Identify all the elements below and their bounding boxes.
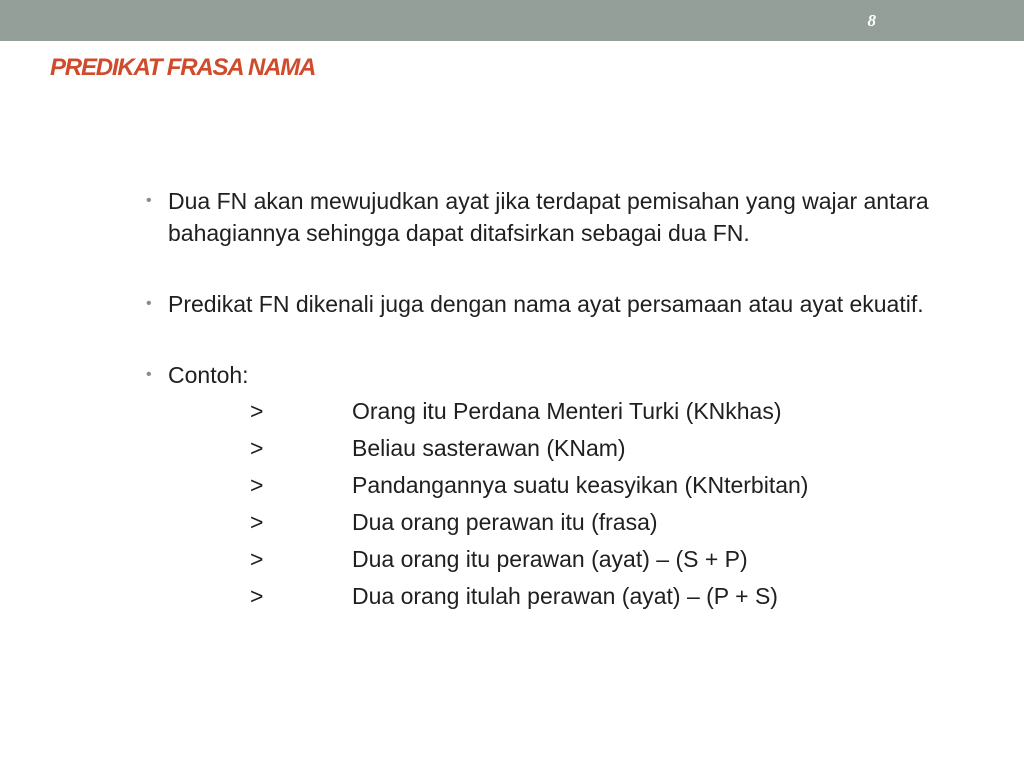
example-marker: > <box>250 546 264 572</box>
example-marker: > <box>250 435 264 461</box>
bullet-dot-icon: • <box>146 295 152 312</box>
example-item <box>145 578 945 615</box>
example-marker: > <box>250 583 264 609</box>
example-text: Dua orang itu perawan (ayat) – (S + P) <box>352 546 748 572</box>
bullet-item <box>145 359 945 391</box>
bullet-text: Predikat FN dikenali juga dengan nama ayat persamaan atau ayat ekuatif. <box>168 291 924 317</box>
bullet-text: Dua FN akan mewujudkan ayat jika terdapat pemisahan yang wajar antara bahagiannya sehingga dapat ditafsirkan sebagai dua FN. <box>168 188 929 246</box>
example-item <box>145 504 945 541</box>
example-item <box>145 541 945 578</box>
example-item <box>145 467 945 504</box>
example-text: Dua orang itulah perawan (ayat) – (P + S) <box>352 583 778 609</box>
bullet-item <box>145 185 945 249</box>
bullet-dot-icon: • <box>146 366 152 383</box>
example-item <box>145 430 945 467</box>
bullet-item <box>145 288 945 320</box>
example-marker: > <box>250 509 264 535</box>
slide-title: PREDIKAT FRASA NAMA <box>50 54 316 81</box>
top-bar <box>0 0 1024 41</box>
bullet-dot-icon: • <box>146 192 152 209</box>
example-text: Pandangannya suatu keasyikan (KNterbitan) <box>352 472 809 498</box>
example-text: Beliau sasterawan (KNam) <box>352 435 626 461</box>
bullet-text: Contoh: <box>168 362 249 388</box>
example-marker: > <box>250 398 264 424</box>
slide-content <box>145 185 945 615</box>
example-text: Orang itu Perdana Menteri Turki (KNkhas) <box>352 398 782 424</box>
example-text: Dua orang perawan itu (frasa) <box>352 509 658 535</box>
slide-number: 8 <box>867 11 876 30</box>
example-marker: > <box>250 472 264 498</box>
example-list <box>145 393 945 615</box>
example-item <box>145 393 945 430</box>
